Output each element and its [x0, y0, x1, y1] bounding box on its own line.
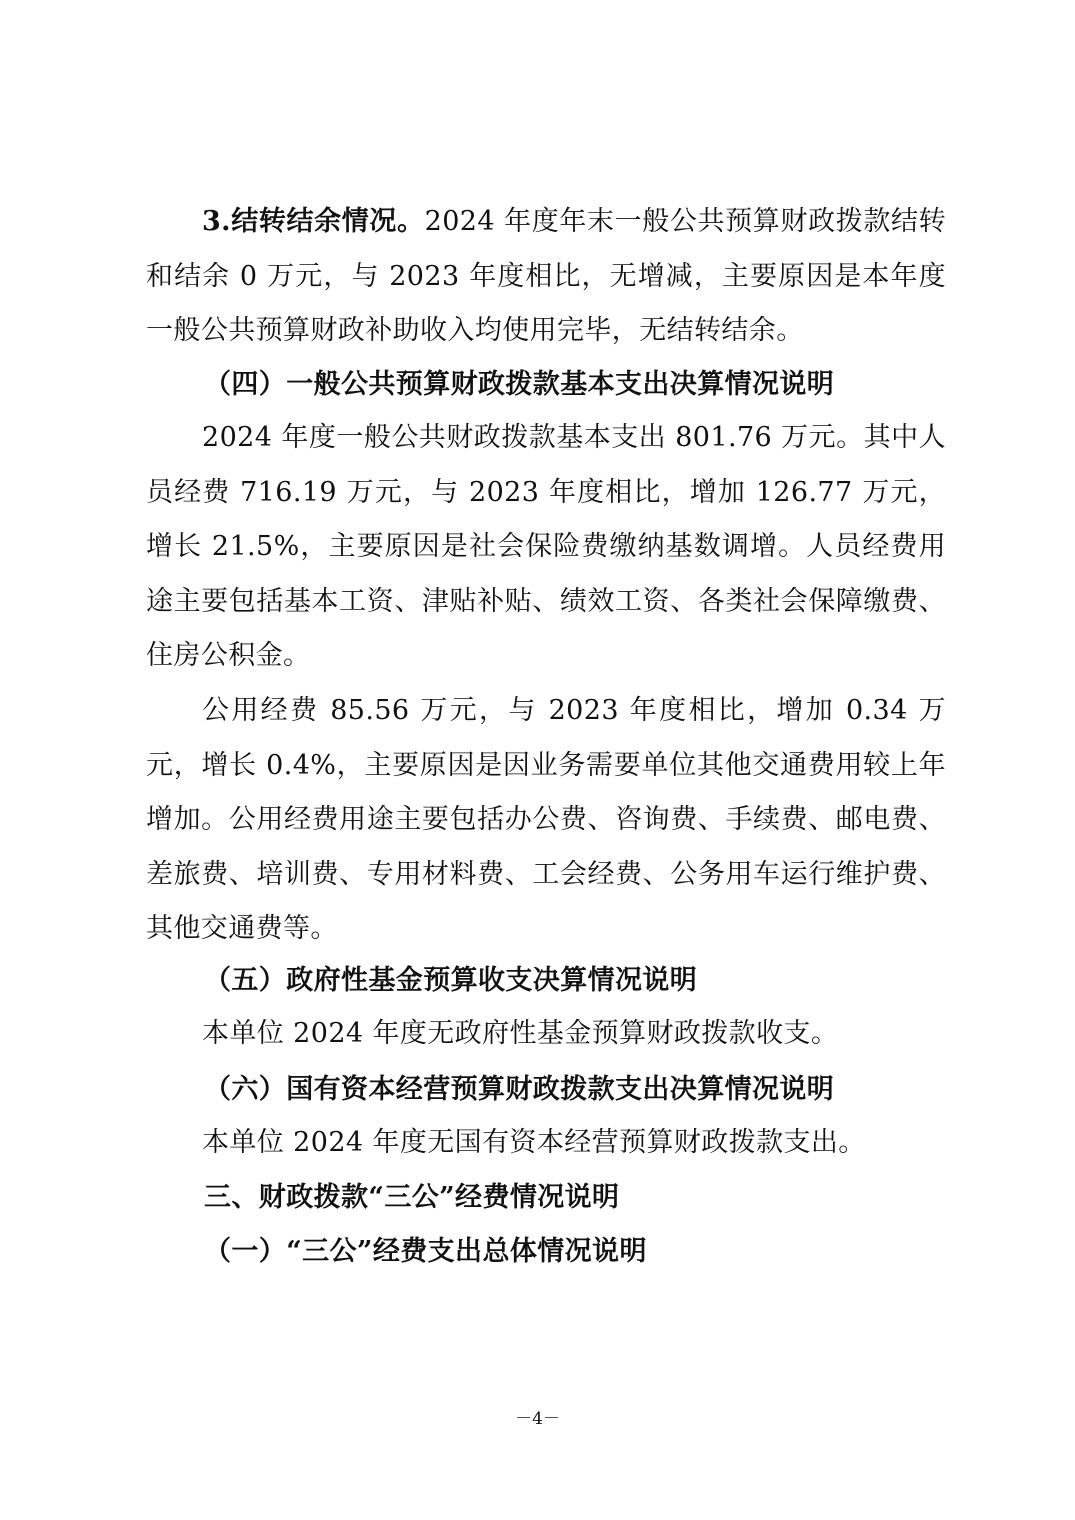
page-number: －4－ — [515, 1409, 560, 1429]
paragraph-state-capital: 本单位 2024 年度无国有资本经营预算财政拨款支出。 — [202, 1127, 866, 1158]
paragraph-public-funds: 公用经费 85.56 万元，与 2023 年度相比，增加 0.34 万元，增长 0.4%，主要原因是因业务需要单位其他交通费用较上年增加。公用经费用途主要包括办公费、咨询费、手续费、邮电费、差旅费、培训费、专用材料费、工会经费、公务用车运行维护费、其他交通费等。 — [146, 695, 946, 944]
paragraph-carryover — [146, 195, 946, 359]
heading-section-6: （六）国有资本经营预算财政拨款支出决算情况说明 — [204, 1074, 835, 1105]
heading-section-4: （四）一般公共预算财政拨款基本支出决算情况说明 — [204, 369, 835, 400]
heading-three-public-overview: （一）“三公”经费支出总体情况说明 — [204, 1236, 647, 1267]
paragraph-text: 2024 年度年末一般公共预算财政拨款结转和结余 0 万元，与 2023 年度相比，无增减，主要原因是本年度一般公共预算财政补助收入均使用完毕，无结转结余。 — [146, 206, 946, 346]
heading-section-three: 三、财政拨款“三公”经费情况说明 — [204, 1182, 620, 1213]
paragraph-lead: 3.结转结余情况。 — [202, 206, 425, 237]
paragraph-gov-fund: 本单位 2024 年度无政府性基金预算财政拨款收支。 — [202, 1018, 839, 1049]
heading-section-5: （五）政府性基金预算收支决算情况说明 — [204, 965, 698, 996]
paragraph-basic-expenditure: 2024 年度一般公共财政拨款基本支出 801.76 万元。其中人员经费 716.19 万元，与 2023 年度相比，增加 126.77 万元，增长 21.5%，主要原因是社会保险费缴纳基数调增。人员经费用途主要包括基本工资、津贴补贴、绩效工资、各类社会保障缴费、住房公积金。 — [146, 422, 946, 671]
